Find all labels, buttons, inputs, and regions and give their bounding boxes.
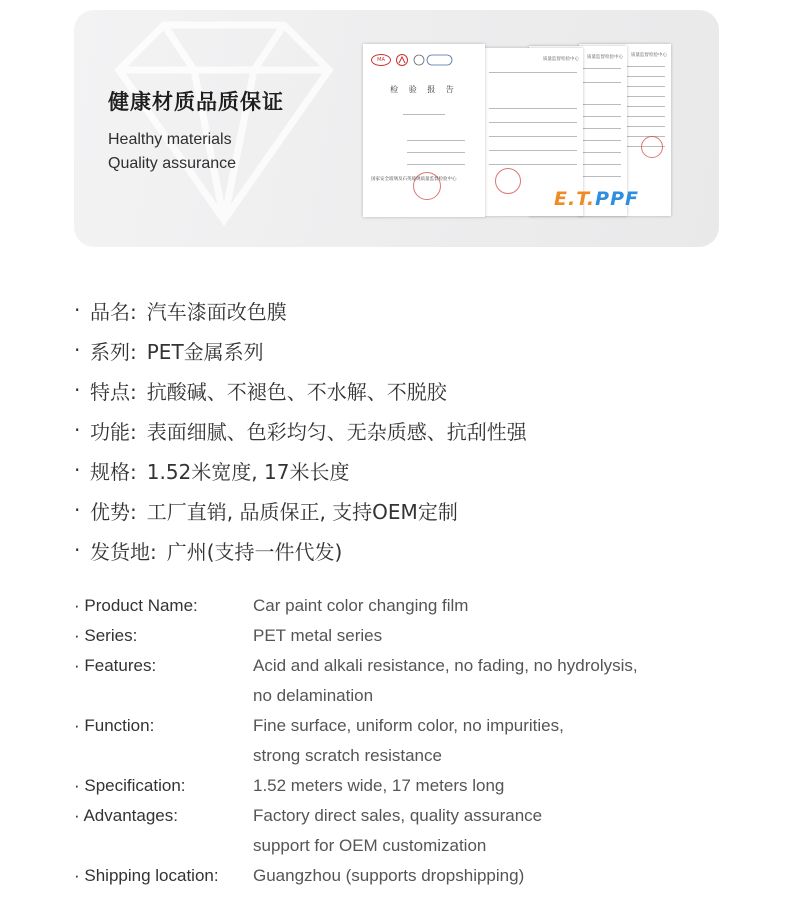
spec-value: PET金属系列 [146,339,264,364]
hero-title: 健康材质品质保证 [108,90,284,114]
stamp-seal [641,136,663,158]
list-item: · 发货地: 广州(支持一件代发) [74,530,734,570]
spec-value: no delamination [253,686,374,705]
spec-label: · Shipping location: [74,866,219,885]
report-header: 质量监督检验中心 [631,53,667,58]
spec-value: Guangzhou (supports dropshipping) [253,866,525,885]
hero-subtitle [108,128,236,176]
spec-value: PET metal series [253,626,383,645]
spec-label: 发货地: [90,539,157,564]
list-item: · 系列: PET金属系列 [74,330,734,370]
list-item: · 品名: 汽车漆面改色膜 [74,290,734,330]
spec-label: · Function: [74,716,155,735]
list-item: · 规格: 1.52米宽度, 17米长度 [74,450,734,490]
list-item [74,621,734,651]
spec-value: 表面细腻、色彩均匀、无杂质感、抗刮性强 [146,419,527,444]
spec-value: 广州(支持一件代发) [166,539,343,564]
spec-value: Acid and alkali resistance, no fading, no hydrolysis, [253,656,638,675]
spec-value: Car paint color changing film [253,596,469,615]
list-item [74,651,734,711]
spec-label: 规格: [90,459,137,484]
brand-logo [554,188,639,210]
spec-value: strong scratch resistance [253,746,442,765]
hero-subtitle-line: Healthy materials [108,131,232,148]
list-item [74,771,734,801]
list-item [74,591,734,621]
cal-logo-icon [395,54,409,66]
brand-logo-part: E.T. [554,188,596,210]
stamp-seal [495,168,521,194]
spec-label: · Product Name: [74,596,198,615]
spec-label: 优势: [90,499,137,524]
report-issuer: 国家安全玻璃及石英玻璃质量监督检验中心 [371,177,457,182]
spec-label: · Features: [74,656,157,675]
hero-banner [74,10,719,247]
spec-value: support for OEM customization [253,836,487,855]
brand-logo-part: PPF [595,188,639,210]
spec-label: 功能: [90,419,137,444]
list-item [74,801,734,861]
spec-list-chinese [74,290,734,570]
hero-subtitle-line: Quality assurance [108,155,237,172]
list-item: · 特点: 抗酸碱、不褪色、不水解、不脱胶 [74,370,734,410]
report-header: 质量监督检验中心 [543,57,579,62]
spec-label: · Series: [74,626,138,645]
spec-value: Factory direct sales, quality assurance [253,806,543,825]
spec-value: 1.52米宽度, 17米长度 [146,459,350,484]
inspection-report [363,44,485,217]
ma-logo-icon: MA [371,54,391,66]
spec-value: 1.52 meters wide, 17 meters long [253,776,505,795]
spec-value: 汽车漆面改色膜 [146,299,287,324]
certification-logos [371,54,453,66]
cnas-logo-icon [413,54,453,66]
spec-label: 品名: [90,299,137,324]
spec-label: · Specification: [74,776,186,795]
spec-label: · Advantages: [74,806,178,825]
spec-label: 系列: [90,339,137,364]
spec-list-english [74,591,734,891]
spec-value: 工厂直销, 品质保正, 支持OEM定制 [146,499,458,524]
list-item [74,861,734,891]
list-item [74,711,734,771]
report-title: 检 验 报 告 [390,85,458,94]
list-item: · 优势: 工厂直销, 品质保正, 支持OEM定制 [74,490,734,530]
spec-value: 抗酸碱、不褪色、不水解、不脱胶 [146,379,447,404]
report-header: 质量监督检验中心 [587,55,623,60]
spec-value: Fine surface, uniform color, no impurities, [253,716,564,735]
spec-label: 特点: [90,379,137,404]
list-item: · 功能: 表面细腻、色彩均匀、无杂质感、抗刮性强 [74,410,734,450]
